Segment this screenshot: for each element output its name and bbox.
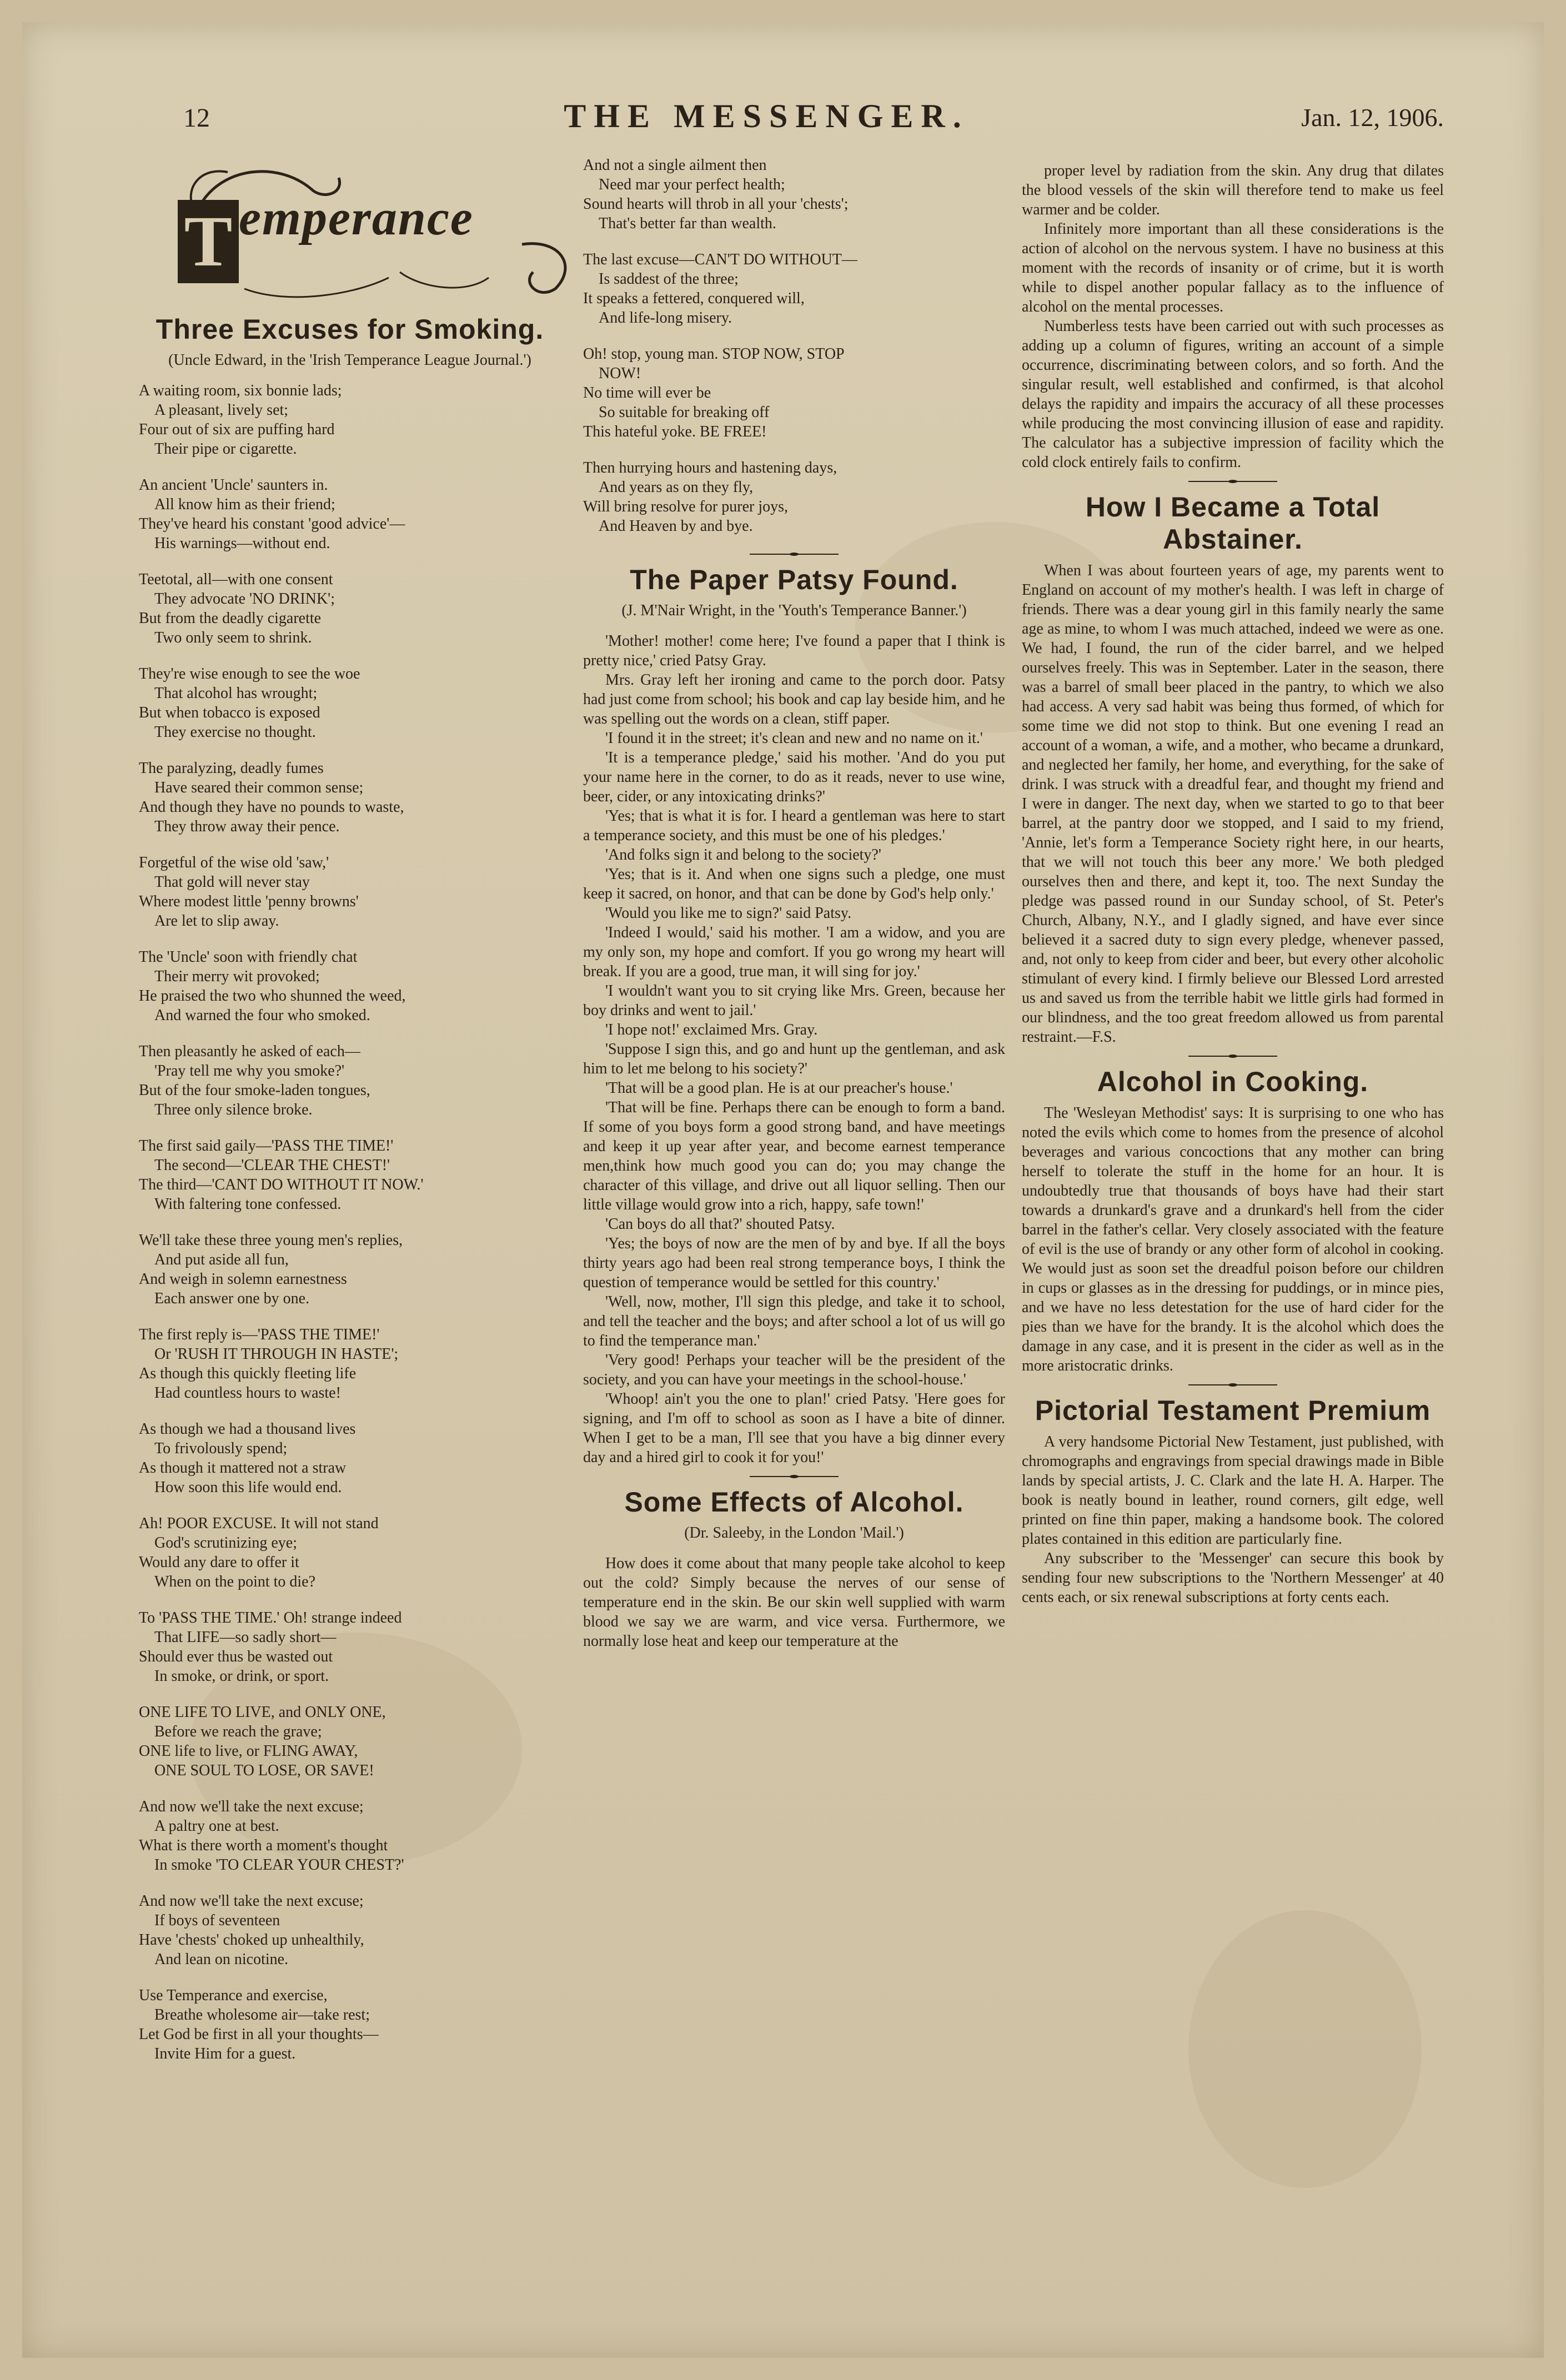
poem-line: Are let to slip away. xyxy=(154,912,279,930)
article-byline: (Uncle Edward, in the 'Irish Temperance League Journal.') xyxy=(168,352,531,369)
poem-line: Forgetful of the wise old 'saw,' xyxy=(139,854,329,871)
poem-line: As though we had a thousand lives xyxy=(139,1420,356,1438)
poem-line: That's better far than wealth. xyxy=(599,215,776,232)
poem-stanza xyxy=(583,250,1005,328)
poem-stanza xyxy=(139,1703,561,1780)
poem-stanza xyxy=(139,1136,561,1214)
poem-line: Need mar your perfect health; xyxy=(599,176,785,193)
poem-line: And now we'll take the next excuse; xyxy=(139,1892,364,1910)
poem-line: They exercise no thought. xyxy=(154,724,316,741)
poem-line: In smoke, or drink, or sport. xyxy=(154,1668,329,1685)
poem-line: That LIFE—so sadly short— xyxy=(154,1629,337,1646)
article-title-smoking: Three Excuses for Smoking. xyxy=(155,314,544,345)
poem-line: This hateful yoke. BE FREE! xyxy=(583,423,767,440)
poem-line: We'll take these three young men's replies, xyxy=(139,1232,403,1249)
section-divider xyxy=(750,1475,839,1478)
poem-line: With faltering tone confessed. xyxy=(154,1196,342,1213)
poem-line: Each answer one by one. xyxy=(154,1290,310,1307)
article-paragraph: A very handsome Pictorial New Testament, just published, with chromographs and engravings from special drawings made in Bible lands by special artists, J. C. Clark and the late H. A. Harper. The book is neatly bound in leather, round corners, gilt edge, well printed on fine thin paper, making a handsome book. The colored plates contained in this edition are particularly fine. xyxy=(1022,1433,1444,1548)
poem-line: What is there worth a moment's thought xyxy=(139,1837,388,1854)
poem-line: The last excuse—CAN'T DO WITHOUT— xyxy=(583,251,857,268)
poem-line: A waiting room, six bonnie lads; xyxy=(139,382,342,399)
article-paragraph: 'Whoop! ain't you the one to plan!' cried Patsy. 'Here goes for signing, and I'm off to school as soon as I have a bite of dinner. When I get to be a man, I'll see that you have a big dinner every day and a hired girl to cook it for you!' xyxy=(583,1390,1005,1466)
article-body-premium xyxy=(1022,1432,1444,1607)
column-2 xyxy=(583,155,1005,1651)
masthead xyxy=(155,97,1444,147)
section-divider xyxy=(1188,1383,1277,1387)
article-paragraph: 'Mother! mother! come here; I've found a paper that I think is pretty nice,' cried Patsy Gray. xyxy=(583,632,1005,669)
poem-line: Invite Him for a guest. xyxy=(154,2045,296,2062)
poem-line: Three only silence broke. xyxy=(154,1101,313,1118)
poem-line: As though it mattered not a straw xyxy=(139,1459,347,1477)
temperance-logo xyxy=(178,155,578,305)
poem-line: Their merry wit provoked; xyxy=(154,968,320,985)
poem-line: And lean on nicotine. xyxy=(154,1951,289,1968)
article-body-patsy xyxy=(583,631,1005,1467)
article-paragraph: 'Can boys do all that?' shouted Patsy. xyxy=(605,1216,835,1233)
poem-stanza xyxy=(139,1797,561,1875)
article-byline: (Dr. Saleeby, in the London 'Mail.') xyxy=(684,1524,904,1542)
poem-line: Should ever thus be wasted out xyxy=(139,1648,333,1665)
poem-stanza xyxy=(583,458,1005,536)
poem-body xyxy=(139,381,561,2063)
poem-line: And now we'll take the next excuse; xyxy=(139,1798,364,1815)
poem-line: But from the deadly cigarette xyxy=(139,610,322,627)
article-body-cooking xyxy=(1022,1103,1444,1375)
poem-line: His warnings—without end. xyxy=(154,535,330,552)
newspaper-title: THE MESSENGER. xyxy=(564,98,969,134)
poem-stanza xyxy=(139,1231,561,1308)
article-paragraph: 'Indeed I would,' said his mother. 'I am a widow, and you are my only son, my hope and comfort. If you go wrong my heart will break. If you are a good, true man, it will sing for joy.' xyxy=(583,924,1005,980)
poem-line: Let God be first in all your thoughts— xyxy=(139,2026,379,2043)
poem-stanza xyxy=(139,475,561,553)
poem-line: He praised the two who shunned the weed, xyxy=(139,987,406,1005)
article-paragraph: 'It is a temperance pledge,' said his mother. 'And do you put your name here in the corner, to do as it reads, never to use wine, beer, cider, or any intoxicating drinks?' xyxy=(583,749,1005,805)
poem-line: And Heaven by and bye. xyxy=(599,518,753,535)
poem-line: Sound hearts will throb in all your 'chests'; xyxy=(583,195,849,213)
poem-line: And warned the four who smoked. xyxy=(154,1007,370,1024)
poem-line: Use Temperance and exercise, xyxy=(139,1987,328,2004)
section-divider xyxy=(1188,1055,1277,1058)
column-3 xyxy=(1022,161,1444,1607)
poem-stanza xyxy=(139,570,561,647)
poem-line: ONE life to live, or FLING AWAY, xyxy=(139,1743,358,1760)
poem-line: Teetotal, all—with one consent xyxy=(139,571,333,588)
article-paragraph: Any subscriber to the 'Messenger' can secure this book by sending four new subscriptions to the 'Northern Messenger' at 40 cents each, or six renewal subscriptions at forty cents each. xyxy=(1022,1550,1444,1606)
poem-line: And though they have no pounds to waste, xyxy=(139,799,404,816)
poem-line: Will bring resolve for purer joys, xyxy=(583,498,789,515)
poem-line: And life-long misery. xyxy=(599,309,732,327)
poem-stanza xyxy=(139,1514,561,1591)
poem-line: How soon this life would end. xyxy=(154,1479,342,1496)
poem-stanza xyxy=(583,155,1005,233)
poem-line: To 'PASS THE TIME.' Oh! strange indeed xyxy=(139,1609,402,1626)
article-title-abstainer: How I Became a Total Abstainer. xyxy=(1085,491,1381,555)
poem-line: ONE SOUL TO LOSE, OR SAVE! xyxy=(154,1762,374,1779)
article-paragraph: 'Very good! Perhaps your teacher will be the president of the society, and you can have your meetings in the school-house.' xyxy=(583,1352,1005,1388)
poem-line: Have 'chests' choked up unhealthily, xyxy=(139,1931,364,1949)
poem-line: Or 'RUSH IT THROUGH IN HASTE'; xyxy=(154,1345,399,1363)
poem-line: 'Pray tell me why you smoke?' xyxy=(154,1062,345,1079)
poem-line: If boys of seventeen xyxy=(154,1912,280,1929)
article-paragraph: 'Well, now, mother, I'll sign this pledge, and take it to school, and tell the teacher and the boys; and after school a lot of us will go to find the temperance man.' xyxy=(583,1293,1005,1349)
issue-date: Jan. 12, 1906. xyxy=(1301,103,1444,132)
article-paragraph: 'Suppose I sign this, and go and hunt up the gentleman, and ask him to let me belong to his society?' xyxy=(583,1041,1005,1077)
logo-word: emperance xyxy=(239,190,474,245)
poem-line: They advocate 'NO DRINK'; xyxy=(154,590,335,607)
article-paragraph: Infinitely more important than all these considerations is the action of alcohol on the nervous system. I have no business at this moment with the records of insanity or of crime, but it is worth while to dispel another popular fallacy as to the influence of alcohol on the mental processes. xyxy=(1022,220,1444,315)
poem-line: But when tobacco is exposed xyxy=(139,704,320,721)
article-paragraph: 'Yes; the boys of now are the men of by and bye. If all the boys thirty years ago had been real strong temperance boys, I think the question of temperance would be settled for this country.' xyxy=(583,1235,1005,1291)
paper-stain xyxy=(1188,1910,1422,2188)
poem-line: Had countless hours to waste! xyxy=(154,1384,341,1402)
poem-line: The 'Uncle' soon with friendly chat xyxy=(139,948,358,966)
poem-stanza xyxy=(139,664,561,742)
poem-stanza xyxy=(139,1419,561,1497)
poem-line: They're wise enough to see the woe xyxy=(139,665,360,682)
poem-line: Two only seem to shrink. xyxy=(154,629,312,646)
article-paragraph: How does it come about that many people take alcohol to keep out the cold? Simply because the nerves of our sense of temperature end in the skin. Be our skin well supplied with warm blood we say we are warm, and vice versa. Furthermore, we normally lose heat and keep our temperature at the xyxy=(583,1555,1005,1650)
article-paragraph: 'Yes; that is it. And when one signs such a pledge, one must keep it sacred, on honor, and that can be done by God's help only.' xyxy=(583,866,1005,902)
poem-line: Ah! POOR EXCUSE. It will not stand xyxy=(139,1515,379,1532)
poem-line: Before we reach the grave; xyxy=(154,1723,322,1740)
article-title-premium: Pictorial Testament Premium xyxy=(1035,1395,1431,1426)
article-paragraph: When I was about fourteen years of age, my parents went to England on account of my mother's health. I was left in charge of friends. There was a dear young girl in this family nearly the same age as mine, to whom I was much attached, indeed we were as one. We had, I found, the run of the cider barrel, and we helped ourselves freely. This was in September. Later in the season, there was a barrel of small beer placed in the pantry, to which we also had access. A very sad habit was being thus formed, of which for some time we did not stop to think. But one evening I read an account of a woman, a wife, and a mother, who became a drunkard, and neglected her family, her home, and everything, for the sake of drink. I was struck with a dreadful fear, and thought my friend and I were in danger. The next day, when we started to go to that beer barrel, at the pantry door we stopped, and I said to my friend, 'Annie, let's form a Temperance Society right here, in our hearts, that we will not touch this beer any more.' We both pledged ourselves then and there, and kept it, too. The next Sunday the pledge was passed round in our Sunday school, of St. Peter's Church, Albany, N.Y., and I gladly signed, and have ever since believed it a sacred duty to sign every pledge, whenever passed, and, not only to keep from cider and beer, but every other alcoholic stimulant of every kind. I firmly believe our Blessed Lord arrested us and saved us from the terrible habit we little girls had formed in our blindness, and the too great freedom allowed us from parental restraint.—F.S. xyxy=(1022,562,1444,1046)
article-paragraph: 'I found it in the street; it's clean and new and no name on it.' xyxy=(605,730,983,747)
poem-stanza xyxy=(139,1608,561,1686)
poem-line: That gold will never stay xyxy=(154,873,310,891)
poem-stanza xyxy=(139,1042,561,1119)
article-paragraph: 'I wouldn't want you to sit crying like Mrs. Green, because her boy drinks and went to jail.' xyxy=(583,982,1005,1019)
poem-line: No time will ever be xyxy=(583,384,711,401)
article-body-abstainer xyxy=(1022,561,1444,1047)
poem-stanza xyxy=(139,1891,561,1969)
poem-line: All know him as their friend; xyxy=(154,496,335,513)
poem-line: The third—'CANT DO WITHOUT IT NOW.' xyxy=(139,1176,424,1193)
article-title-patsy: The Paper Patsy Found. xyxy=(630,564,958,595)
poem-line: NOW! xyxy=(599,365,641,382)
poem-line: When on the point to die? xyxy=(154,1573,316,1590)
poem-line: And years as on they fly, xyxy=(599,479,754,496)
poem-line: A paltry one at best. xyxy=(154,1817,279,1835)
article-paragraph: Numberless tests have been carried out with such processes as adding up a column of figures, writing an account of a simple occurrence, discriminating between colors, and so forth. And the singular result, well established and confirmed, is that alcohol delays the rapidity and impairs the accuracy of all these processes while producing the most convincing illusion of ease and rapidity. The calculator has a subjective impression of facility which the cold clock entirely fails to confirm. xyxy=(1022,318,1444,471)
poem-line: Breathe wholesome air—take rest; xyxy=(154,2006,370,2023)
poem-line: ONE LIFE TO LIVE, and ONLY ONE, xyxy=(139,1704,386,1721)
poem-stanza xyxy=(139,1325,561,1403)
logo-initial: T xyxy=(178,200,239,283)
poem-line: That alcohol has wrought; xyxy=(154,685,318,702)
section-divider xyxy=(750,553,839,556)
article-paragraph: 'I hope not!' exclaimed Mrs. Gray. xyxy=(605,1021,818,1038)
poem-stanza xyxy=(139,759,561,836)
poem-line: God's scrutinizing eye; xyxy=(154,1534,297,1551)
poem-stanza xyxy=(139,853,561,931)
article-body-effects xyxy=(583,1554,1005,1651)
poem-line: And weigh in solemn earnestness xyxy=(139,1271,347,1288)
article-paragraph: proper level by radiation from the skin. Any drug that dilates the blood vessels of the skin will therefore tend to make us feel warmer and be colder. xyxy=(1022,162,1444,218)
article-title-cooking: Alcohol in Cooking. xyxy=(1097,1066,1369,1097)
poem-continuation xyxy=(583,155,1005,536)
poem-line: Then pleasantly he asked of each— xyxy=(139,1043,360,1060)
poem-line: An ancient 'Uncle' saunters in. xyxy=(139,476,328,494)
poem-line: The first said gaily—'PASS THE TIME!' xyxy=(139,1137,394,1154)
article-paragraph: Mrs. Gray left her ironing and came to the porch door. Patsy had just come from school; his book and cap lay beside him, and he was spelling out the words on a clean, stiff paper. xyxy=(583,671,1005,727)
poem-line: Four out of six are puffing hard xyxy=(139,421,335,438)
poem-line: It speaks a fettered, conquered will, xyxy=(583,290,805,307)
poem-line: Then hurrying hours and hastening days, xyxy=(583,459,837,476)
poem-stanza xyxy=(583,344,1005,441)
article-paragraph: 'That will be fine. Perhaps there can be enough to form a band. If some of you boys form a good strong band, and have meetings and keep it up year after year, and become earnest temperance men,think how much good you can do; you may change the character of this village, and drive out all liquor selling. Then our little village would grow into a rich, happy, safe town!' xyxy=(583,1099,1005,1213)
poem-line: And put aside all fun, xyxy=(154,1251,289,1268)
article-body-effects-continued xyxy=(1022,161,1444,472)
poem-line: So suitable for breaking off xyxy=(599,404,770,421)
poem-line: Where modest little 'penny browns' xyxy=(139,893,359,910)
poem-stanza xyxy=(139,1986,561,2063)
poem-line: The first reply is—'PASS THE TIME!' xyxy=(139,1326,380,1343)
poem-line: The paralyzing, deadly fumes xyxy=(139,760,324,777)
article-paragraph: 'That will be a good plan. He is at our preacher's house.' xyxy=(605,1079,953,1097)
poem-line: To frivolously spend; xyxy=(154,1440,288,1457)
poem-line: A pleasant, lively set; xyxy=(154,401,289,419)
poem-line: But of the four smoke-laden tongues, xyxy=(139,1082,370,1099)
page-number: 12 xyxy=(183,103,210,133)
poem-line: Oh! stop, young man. STOP NOW, STOP xyxy=(583,345,845,363)
poem-line: In smoke 'TO CLEAR YOUR CHEST?' xyxy=(154,1856,404,1874)
article-paragraph: 'Yes; that is what it is for. I heard a gentleman was here to start a temperance society, and this must be one of his pledges.' xyxy=(583,807,1005,844)
poem-stanza xyxy=(139,381,561,459)
poem-line: As though this quickly fleeting life xyxy=(139,1365,357,1382)
poem-line: They throw away their pence. xyxy=(154,818,340,835)
article-title-effects: Some Effects of Alcohol. xyxy=(624,1487,964,1518)
poem-line: The second—'CLEAR THE CHEST!' xyxy=(154,1157,390,1174)
poem-stanza xyxy=(139,947,561,1025)
poem-line: Is saddest of the three; xyxy=(599,270,739,288)
article-paragraph: 'And folks sign it and belong to the society?' xyxy=(605,846,881,863)
section-divider xyxy=(1188,480,1277,483)
poem-line: They've heard his constant 'good advice'— xyxy=(139,515,405,533)
poem-line: Would any dare to offer it xyxy=(139,1554,299,1571)
poem-line: Have seared their common sense; xyxy=(154,779,364,796)
poem-line: Their pipe or cigarette. xyxy=(154,440,297,458)
article-paragraph: 'Would you like me to sign?' said Patsy. xyxy=(605,905,852,922)
poem-line: And not a single ailment then xyxy=(583,157,767,174)
column-1 xyxy=(139,150,561,2080)
article-paragraph: The 'Wesleyan Methodist' says: It is surprising to one who has noted the evils which come to homes from the presence of alcohol beverages and various concoctions that any mother can bring herself to tolerate the stuff in the home for an hour. It is undoubtedly true that thousands of boys have had their start towards a drunkard's grave and a drunkard's hell from the cider barrel in the father's cellar. Very closely associated with the feature of evil is the use of brandy or any other form of alcohol in cooking. We would just as soon set the dreadful poison before our children in cups or glasses as in the dressing for puddings, or in mince pies, and we have no less detestation for the use of hard cider for the pies than we have for the brandy. It is the alcohol which does the damage in any case, and it is present in the cider as well as in the more aristocratic drinks. xyxy=(1022,1104,1444,1374)
article-byline: (J. M'Nair Wright, in the 'Youth's Temperance Banner.') xyxy=(621,602,967,619)
